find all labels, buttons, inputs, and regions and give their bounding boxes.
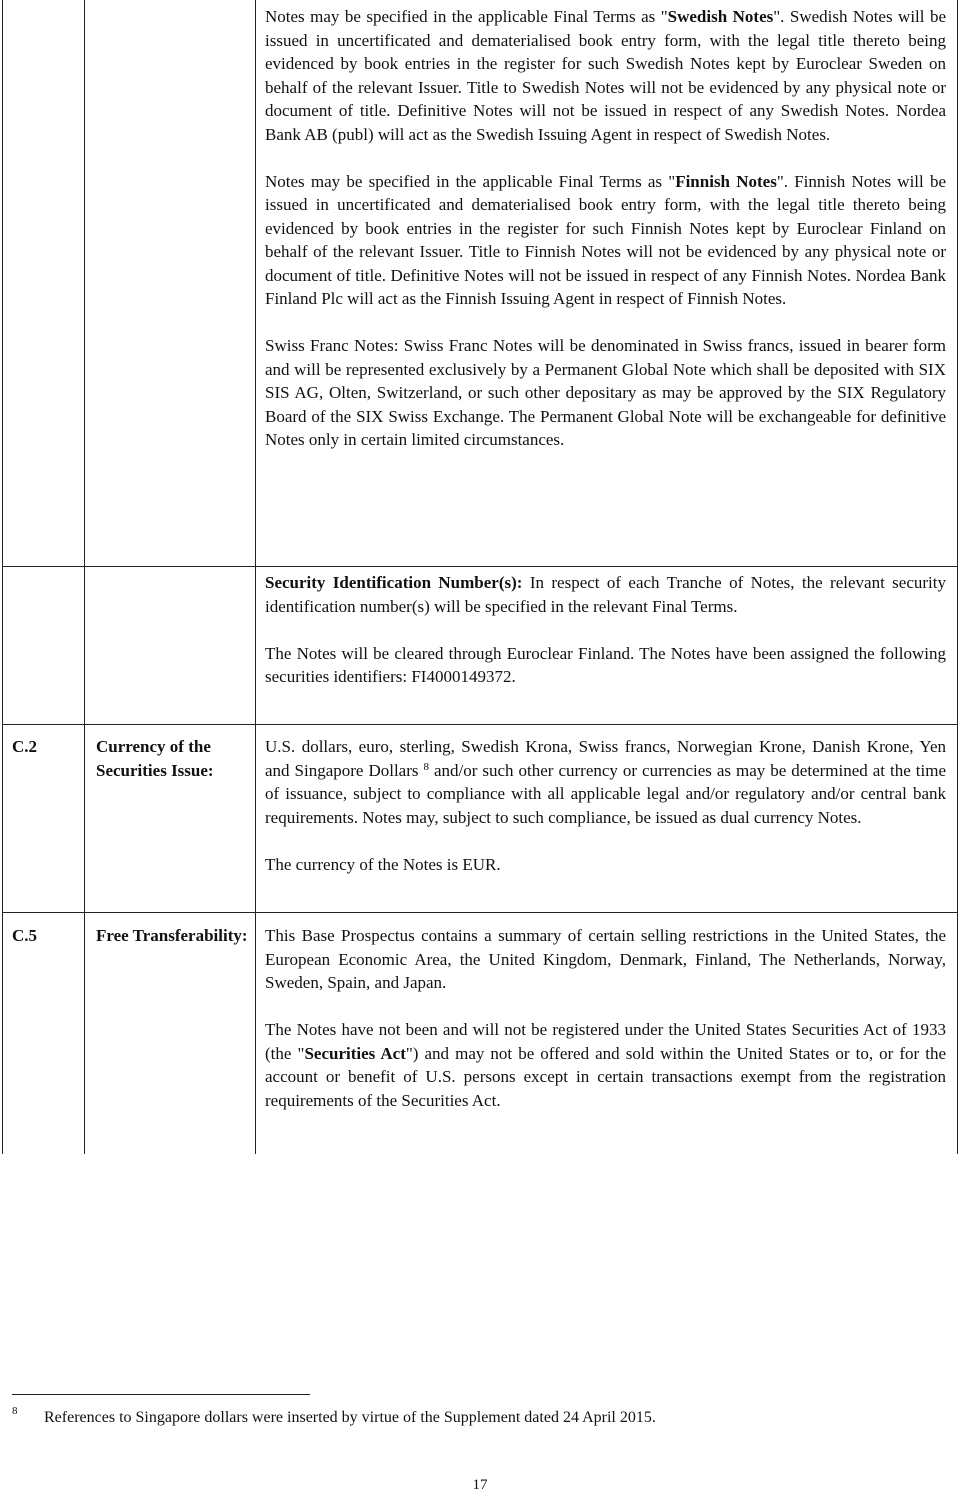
- table-right-border: [957, 0, 958, 1154]
- currency-paragraph: U.S. dollars, euro, sterling, Swedish Krona, Swiss francs, Norwegian Krone, Danish Krone, Yen and Singapore Dollars $^8$ and/or such other currency or currencies as may be determined at the time of issuance, subject to compliance with all applicable legal and/or regulatory and/or central bank requirements. Notes may, subject to such compliance, be issued as dual currency Notes.: [265, 737, 946, 827]
- footnote-mark: 8: [12, 1405, 18, 1417]
- table-left-border: [2, 0, 3, 1154]
- footnote-text: References to Singapore dollars were inserted by virtue of the Supplement dated 24 April 2015.: [44, 1409, 656, 1426]
- row-separator-c2-top: [2, 724, 958, 725]
- selling-restrictions-paragraph: This Base Prospectus contains a summary of certain selling restrictions in the United States, the European Economic Area, the United Kingdom, Denmark, Finland, The Netherlands, Norway, Sweden, Spain, and Japan.: [265, 926, 946, 992]
- continued-row-content: [265, 5, 946, 452]
- securities-act-paragraph: The Notes have not been and will not be registered under the United States Securities Act of 1933 (the "Securities Act") and may not be offered and sold within the United States or to, or for the account or benefit of U.S. persons except in certain transactions exempt from the registration requirements of the Securities Act.: [265, 1020, 947, 1110]
- free-transferability-content: [265, 924, 946, 1112]
- row-separator-c2: [2, 566, 958, 567]
- element-code-c2: C.2: [12, 737, 38, 756]
- footnote-reference: 8: [423, 760, 429, 773]
- currency-content: [265, 735, 946, 876]
- page-number: 17: [472, 1477, 488, 1493]
- finnish-notes-paragraph: Notes may be specified in the applicable Final Terms as "Finnish Notes". Finnish Notes will be issued in uncertificated and dematerialised book entry form, with the legal title thereto being evidenced by book entries in the register for such Finnish Notes kept by Euroclear Finland on behalf of the relevant Issuer. Title to Finnish Notes will not be evidenced by any physical note or document of title. Definitive Notes will not be issued in respect of any Finnish Notes. Nordea Bank Finland Plc will act as the Finnish Issuing Agent in respect of Finnish Notes.: [265, 171, 946, 308]
- security-identification-paragraph: Security Identification Number(s): In respect of each Tranche of Notes, the relevant security identification number(s) will be specified in the relevant Final Terms.: [265, 573, 946, 616]
- currency-of-notes-paragraph: The currency of the Notes is EUR.: [265, 854, 501, 874]
- swiss-franc-notes-paragraph: Swiss Franc Notes: Swiss Franc Notes will be denominated in Swiss francs, issued in bearer form and will be represented exclusively by a Permanent Global Note which shall be deposited with SIX SIS AG, Olten, Switzerland, or such other depositary as may be approved by the SIX Regulatory Board of the SIX Swiss Exchange. The Permanent Global Note will be exchangeable for definitive Notes only in certain limited circumstances.: [265, 336, 946, 449]
- element-label-free-transferability: Free Transferability:: [96, 926, 248, 945]
- table-column-divider-2: [255, 0, 256, 1154]
- swedish-notes-paragraph: Notes may be specified in the applicable Final Terms as "Swedish Notes". Swedish Notes will be issued in uncertificated and dematerialised book entry form, with the legal title thereto being evidenced by book entries in the register for such Swedish Notes kept by Euroclear Sweden on behalf of the relevant Issuer. Title to Swedish Notes will not be evidenced by any physical note or document of title. Definitive Notes will not be issued in respect of any Swedish Notes. Nordea Bank AB (publ) will act as the Swedish Issuing Agent in respect of Swedish Notes.: [265, 7, 946, 144]
- security-identification-content: [265, 571, 946, 689]
- row-separator-c5: [2, 912, 958, 913]
- footnote-separator: [12, 1394, 310, 1395]
- euroclear-clearing-paragraph: The Notes will be cleared through Euroclear Finland. The Notes have been assigned the following securities identifiers: FI4000149372.: [265, 643, 946, 686]
- element-code-c5: C.5: [12, 926, 38, 945]
- table-column-divider-1: [84, 0, 85, 1154]
- element-label-currency: Currency of the Securities Issue:: [96, 737, 214, 780]
